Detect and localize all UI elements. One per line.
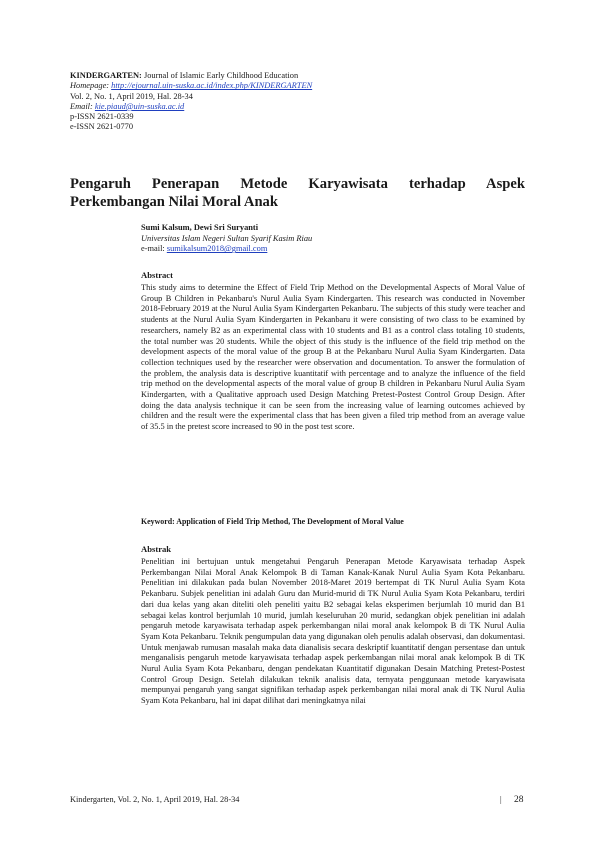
journal-email-link[interactable]: kie.piaud@uin-suska.ac.id [94, 101, 185, 111]
author-affiliation: Universitas Islam Negeri Sultan Syarif Kasim Riau [141, 233, 313, 243]
keywords: Keyword: Application of Field Trip Method, The Development of Moral Value [141, 517, 404, 526]
email-label: Email: [70, 101, 93, 111]
author-names: Sumi Kalsum, Dewi Sri Suryanti [141, 223, 259, 232]
footer-separator: | [500, 795, 502, 804]
homepage-link[interactable]: http://ejournal.uin-suska.ac.id/index.php/KINDERGARTEN [111, 81, 313, 91]
journal-title-rest: Journal of Islamic Early Childhood Education [141, 71, 299, 80]
journal-title [70, 71, 540, 81]
journal-eissn: e-ISSN 2621-0770 [70, 122, 134, 132]
abstract-indonesian [141, 544, 525, 707]
footer-citation: Kindergarten, Vol. 2, No. 1, April 2019, Hal. 28-34 [70, 795, 240, 804]
article-title: Pengaruh Penerapan Metode Karyawisata terhadap Aspek Perkembangan Nilai Moral Anak [70, 176, 525, 210]
page-number: 28 [514, 795, 524, 805]
abstrak-text: Penelitian ini bertujuan untuk mengetahui Pengaruh Penerapan Metode Karyawisata terhadap Aspek Perkembangan Nilai Moral Anak Kelompok B di Taman Kanak-Kanak Nurul Aulia Syam Kota Pekanbaru. Penelitian ini dilakukan pada bulan November 2018-Maret 2019 bertempat di TK Nurul Aulia Syam Kota Pekanbaru. Subjek penelitian ini adalah Guru dan Murid-murid di TK Nurul Aulia Syam Kota Pekanbaru, terdiri dari dua kelas yang akan diteliti oleh peneliti yaitu B2 sebagai kelas eksperimen berjumlah 10 murid dan B1 sebagai kelas kontrol berjumlah 10 murid, jumlah keseluruhan 20 murid, sedangkan objek penelitian ini adalah pengaruh metode karyawisata terhadap aspek perkembangan nilai moral anak kelompok B di TK Nurul Aulia Syam Kota Pekanbaru. Teknik pengumpulan data yang digunakan oleh penulis adalah observasi, dan dokumentasi. Untuk menjawab rumusan masalah maka data dianalisis secara deskriptif kuantitatif dengan persentase dan untuk menganalisis pengaruh metode karyawisata terhadap aspek perkembangan nilai moral anak kelompok B di TK Nurul Aulia Syam Kota Pekanbaru, dengan pendekatan Kuantitatif digunakan Desain Matching Pretest-Postest Control Group Design. Setelah dilakukan teknik analisis data, ternyata penggunaan metode karyawisata mempunyai pengaruh yang sangat signifikan terhadap aspek perkembangan nilai moral anak di TK Nurul Aulia Syam Kota Pekanbaru, hal ini dapat dilihat dari meningkatnya nilai [141, 557, 525, 706]
abstract-english [141, 270, 525, 433]
author-email [141, 244, 525, 255]
homepage-label: Homepage: [70, 81, 110, 91]
author-block [141, 223, 525, 255]
author-email-link[interactable]: sumikalsum2018@gmail.com [166, 244, 268, 254]
abstract-text: This study aims to determine the Effect of Field Trip Method on the Developmental Aspects of Moral Value of Group B Children in Pekanbaru's Nurul Aulia Syam Kindergarten. This research was conducted in November 2018-February 2019 at the Nurul Aulia Syam Kindergarten Pekanbaru. The subjects of this study were teacher and students at the Nurul Aulia Syam Kindergarten in Pekanbaru it were consisting of two class to be examined by researchers, namely B2 as an experimental class with 10 students and B1 as a control class totaling 10 students, the total number was 20 students. While the object of this study is the influence of the field trip method on the development aspects of the moral value of the group B at the Pekanbaru Nurul Aulia Syam Kindergarten. Data collection techniques used by the researcher were observation and documentation. To answer the formulation of the problem, the analysis data is descriptive kuantitatif with percentage and to analyze the influence of the field trip method on the developmental aspects of the moral value of group B children in Pekanbaru Nurul Aulia Syam Kindergarten, with a Qualitative approach used Design Matching Pretest-Postest Control Group Design. After doing the data analysis technique it can be seen from the increasing value of learning outcomes achieved by children and the result were the experimental class that has been given a filed trip method from an average value of 35.5 in the pretest score increased to 90 in the post test score. [141, 283, 525, 432]
journal-header [70, 71, 540, 133]
journal-email [70, 102, 540, 112]
journal-volume: Vol. 2, No. 1, April 2019, Hal. 28-34 [70, 91, 193, 101]
author-email-label: e-mail: [141, 244, 167, 254]
journal-pissn: p-ISSN 2621-0339 [70, 112, 134, 122]
journal-homepage [70, 81, 540, 91]
abstract-heading: Abstract [141, 270, 173, 280]
journal-title-bold: KINDERGARTEN: [70, 71, 142, 80]
abstrak-heading: Abstrak [141, 544, 172, 554]
